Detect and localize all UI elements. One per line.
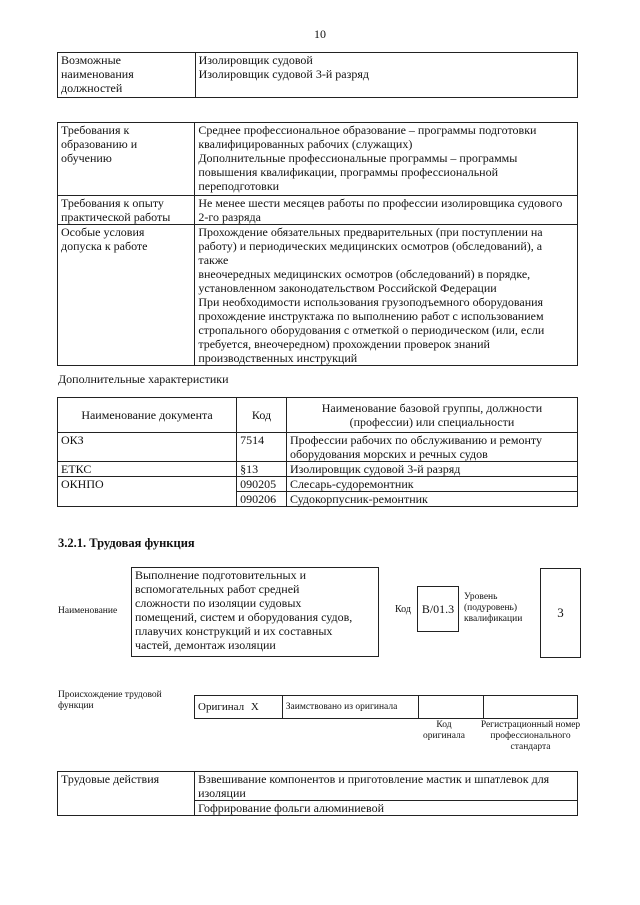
origin-table: [194, 695, 578, 719]
labor-action-item: Взвешивание компонентов и приготовление мастик и шпатлевок для изоляции: [195, 772, 578, 801]
original-mark: X: [250, 701, 259, 713]
positions-list: [195, 53, 577, 98]
education-label: Требования к образованию и обучению: [58, 123, 195, 196]
row-doc: ОКЗ: [58, 433, 237, 462]
row-name: Изолировщик судовой 3-й разряд: [286, 462, 577, 477]
labor-actions-label: Трудовые действия: [58, 772, 195, 816]
labor-function-heading: 3.2.1. Трудовая функция: [58, 536, 195, 550]
row-doc: ЕТКС: [58, 462, 237, 477]
position-item: Изолировщик судовой: [198, 53, 313, 67]
row-code: §13: [237, 462, 287, 477]
col-header-name: Наименование базовой группы, должности (профессии) или специальности: [286, 398, 577, 433]
labor-actions-table: [57, 771, 578, 816]
original-code-cell: [419, 696, 484, 719]
row-code: 090205: [237, 477, 287, 492]
borrowed-label: Заимствовано из оригинала: [282, 696, 418, 719]
positions-table: [57, 52, 578, 98]
labor-action-item: Гофрирование фольги алюминиевой: [195, 801, 578, 816]
function-name-box: Выполнение подготовительных и вспомогательных работ средней сложности по изоляции судовых помещений, систем и оборудования судов, плавучих конструкций и их составных частей, демонтаж изоляции: [131, 567, 379, 657]
row-doc: ОКНПО: [58, 477, 237, 507]
position-item: Изолировщик судовой 3-й разряд: [198, 67, 369, 81]
qualification-level-label: Уровень (подуровень) квалификации: [464, 592, 523, 624]
registration-number-cell: [484, 696, 578, 719]
page-number: 10: [314, 27, 326, 41]
row-code: 090206: [237, 492, 287, 507]
requirements-table: [57, 122, 578, 366]
row-name: Слесарь-судоремонтник: [286, 477, 577, 492]
positions-label: Возможные наименования должностей: [58, 53, 196, 98]
special-conditions-label: Особые условия допуска к работе: [58, 225, 195, 366]
name-label: Наименование: [58, 606, 118, 616]
experience-text: Не менее шести месяцев работы по профессии изолировщика судового 2-го разряда: [195, 196, 578, 225]
qualification-level: 3: [540, 568, 581, 658]
experience-label: Требования к опыту практической работы: [58, 196, 195, 225]
registration-number-caption: Регистрационный номер профессионального стандарта: [480, 720, 581, 752]
origin-label: Происхождение трудовой функции: [58, 690, 162, 711]
education-text: Среднее профессиональное образование – программы подготовки квалифицированных рабочих (служащих) Дополнительные профессиональные программы – программы повышения квалификации, программы профессиональной переподготовки: [195, 123, 578, 196]
function-code: B/01.3: [417, 586, 459, 632]
code-label: Код: [395, 604, 411, 615]
row-name: Профессии рабочих по обслуживанию и ремонту оборудования морских и речных судов: [286, 433, 577, 462]
original-label: Оригинал: [198, 701, 245, 713]
extra-characteristics-table: [57, 397, 578, 507]
row-code: 7514: [237, 433, 287, 462]
col-header-code: Код: [237, 398, 287, 433]
original-cell: [195, 696, 283, 719]
original-code-caption: Код оригинала: [423, 720, 465, 741]
row-name: Судокорпусник-ремонтник: [286, 492, 577, 507]
extra-characteristics-title: Дополнительные характеристики: [58, 372, 229, 386]
special-conditions-text: Прохождение обязательных предварительных (при поступлении на работу) и периодических медицинских осмотров (обследований), а также внеочередных медицинских осмотров (обследований) в порядке, установленном законодательством Российской Федерации При необходимости использования грузоподъемного оборудования прохождение инструктажа по выполнению работ с использованием стропального оборудования с отметкой о периодическом (или, если требуется, внеочередном) прохождении проверок знаний производственных инструкций: [195, 225, 578, 366]
col-header-document: Наименование документа: [58, 398, 237, 433]
